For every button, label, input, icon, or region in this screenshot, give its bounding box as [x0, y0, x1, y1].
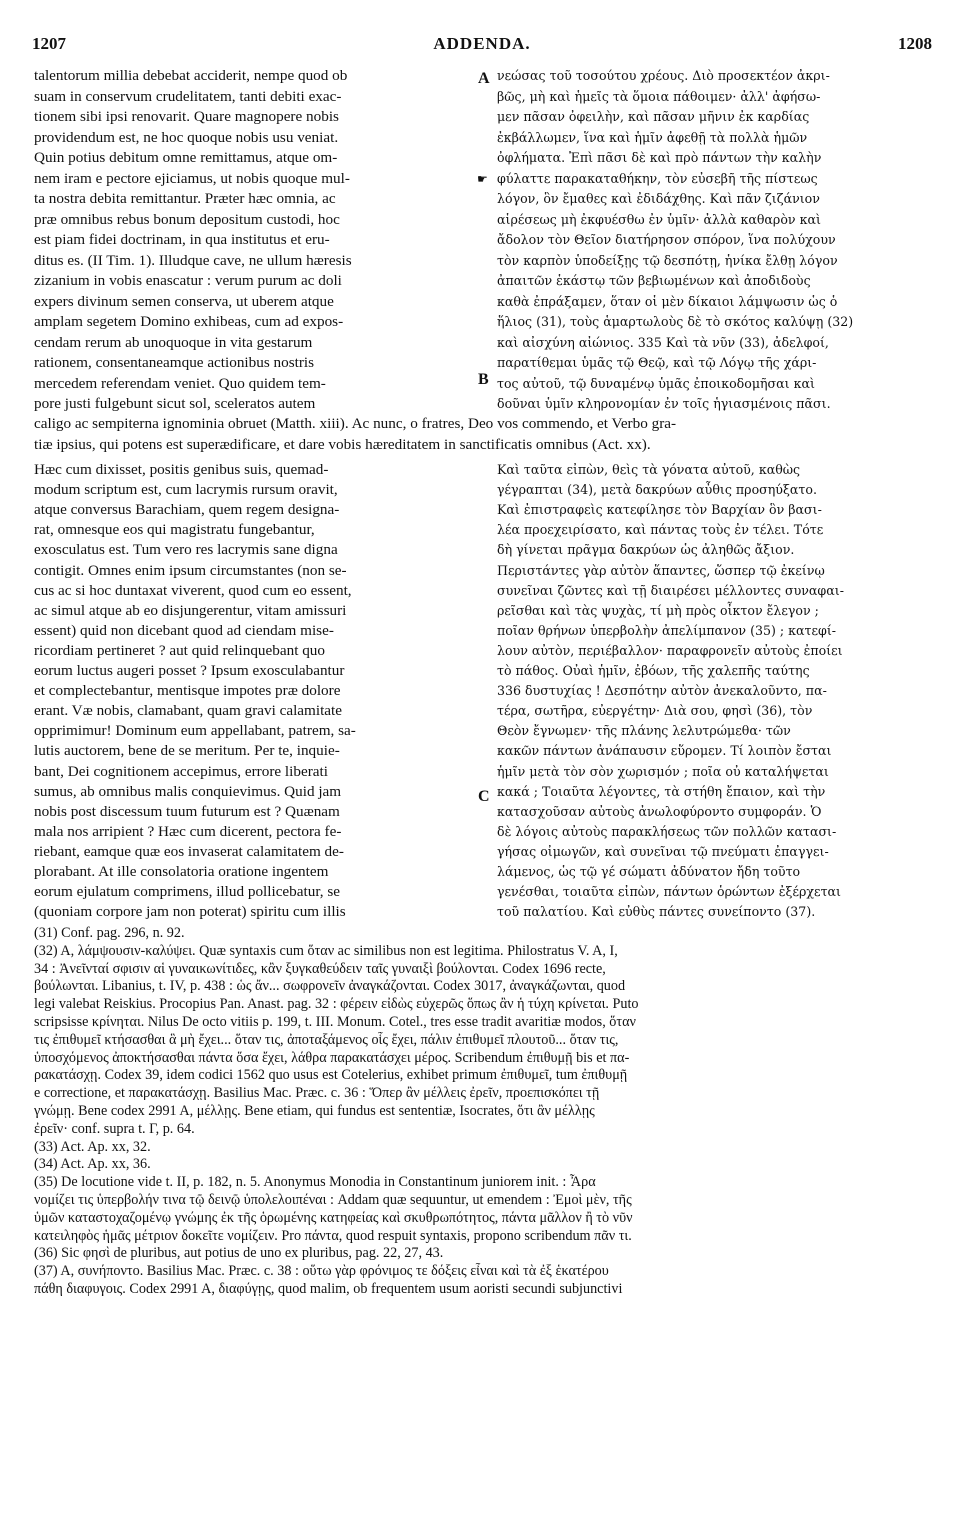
latin-text-line: suam in conservum crudelitatem, tanti debiti exac- [34, 87, 342, 105]
footnote-line: πάθη διαφυγοις. Codex 2991 A, διαφύγῃς, quod malim, ob frequentem usum aoristi secundi subjunctivi [34, 1281, 623, 1297]
latin-text-line: pore justi fulgebunt sicut sol, sceleratos autem [34, 395, 316, 412]
greek-text-line: αἱρέσεως μὴ ἐκφυέσθω ἐν ὑμῖν· ἀλλὰ καθαρὸν καὶ [497, 211, 821, 227]
footnote-line: e correctione, et παρακατάσχῃ. Basilius Mac. Præc. c. 36 : Ὅπερ ἂν μέλλεις ἐρεῖν, προεπισκόπει τῇ [34, 1085, 600, 1102]
latin-text-line: est piam fidei doctrinam, in qua institutus et eru- [34, 231, 330, 248]
latin-text-line: rat, omnesque eos qui magistratu fungebantur, [34, 521, 315, 539]
greek-text-line: 336 δυστυχίας ! Δεσπότην αὐτὸν ἀνεκαλοῦντο, πα- [497, 683, 827, 699]
greek-text-line: τος αὐτοῦ, τῷ δυναμένῳ ὑμᾶς ἐποικοδομῆσαι καὶ [497, 375, 815, 391]
latin-text-line: opprimimur! Dominum eum appellabant, patrem, sa- [34, 722, 356, 740]
margin-marker-b: B [478, 371, 489, 388]
footnote-line: ὑμῶν καταστοχαζομένῳ γνώμης ἐκ τῆς ὁρωμένης κατηφείας καὶ σκυθρωπότητος, πάντα μᾶλλον ἢ τὸ νῦν [34, 1209, 633, 1226]
latin-text-line: eorum luctus augeri posset ? Ipsum exosculabantur [34, 662, 345, 679]
greek-text-line: κατασχοῦσαν αὐτοὺς ἀνωλοφύροντο συμφοράν. Ὁ [497, 803, 822, 819]
greek-text-line: τὸ πάθος. Οὐαὶ ἡμῖν, ἐβόων, τῆς χαλεπῆς ταύτης [497, 663, 810, 678]
latin-text-line: mercedem referendam veniet. Quo quidem tem- [34, 374, 326, 392]
latin-text-line: tionem sibi ipsi renovarit. Quare magnopere nobis [34, 108, 339, 125]
greek-text-line: λόγον, ὃν ἔμαθες καὶ ἐδιδάχθης. Καὶ πᾶν ζιζάνιον [497, 191, 820, 206]
latin-text-line: præ omnibus rebus bonum depositum custodi, hoc [34, 210, 340, 228]
greek-text-line: ἀπαιτῶν ἑκάστῳ τῶν βεβιωμένων καὶ ἀποδιδοὺς [497, 273, 811, 288]
greek-text-line: ποῖαν θρήνων ὑπερβολὴν ἀπελίμπανον (35) ; κατεφί- [497, 622, 837, 638]
footnote-line: κατειληφὸς ἡμᾶς μέτριον δοκεῖτε νομίζειν. Pro πάντα, quod respuit syntaxis, propono scribendum πᾶν τι. [34, 1227, 632, 1244]
latin-text-line: nobis post discessum tuum futurum est ? Quænam [34, 802, 340, 820]
greek-text-line: ἥλιος (31), τοὺς ἁμαρτωλοὺς δὲ τὸ σκότος καλύψῃ (32) [497, 314, 854, 329]
greek-text-line: λέα προεχειρίσατο, καὶ πάντας τοὺς ἐν τέλει. Τότε [497, 522, 824, 538]
greek-text-line: δοῦναι ὑμῖν κληρονομίαν ἐν τοῖς ἡγιασμένοις πᾶσι. [497, 396, 831, 411]
footnote-line: ἐρεῖν· conf. supra t. Γ, p. 64. [34, 1120, 195, 1137]
latin-text-line: contigit. Omnes enim ipsum circumstantes (non se- [34, 561, 347, 579]
latin-text-line: mala nos arripient ? Hæc cum dicerent, pectora fe- [34, 822, 342, 840]
latin-text-line: (quoniam corpore jam non poterat) spiritu cum illis [34, 903, 346, 921]
greek-text-line: λάμενος, ὡς τῷ γέ σώματι ἀδύνατον ἤδη τοῦτο [497, 864, 801, 879]
greek-text-line: βῶς, μὴ καὶ ἡμεῖς τὰ ὅμοια πάθοιμεν· ἀλλ' ἀφήσω- [497, 88, 821, 104]
latin-text-line: riebant, eamque quæ eos invaserat calamitatem de- [34, 842, 344, 860]
greek-text-line: τὸν καρπὸν ὑποδείξῃς τῷ δεσπότῃ, ἡνίκα ἔλθῃ λόγον [497, 252, 838, 268]
footnote-line: βούλωνται. Libanius, t. IV, p. 438 : ὡς ἄν... σωφρονεῖν ἀναγκάζονται. Codex 3017, ἀναγκάζωνται, quod [34, 978, 626, 995]
greek-text-line: γήσας οἰμωγῶν, καὶ συνεῖναι τῷ πνεύματι ἐπαγγει- [497, 843, 829, 859]
greek-text-line: καθὰ ἐπράξαμεν, ὅταν οἱ μὲν δίκαιοι λάμψωσιν ὡς ὁ [497, 293, 838, 309]
footnote-line: 34 : Ἀνεῖνταί σφισιν αἱ γυναικωνίτιδες, κἂν ξυγκαθεύδειν ταῖς γυναιξὶ βούλονται. Codex 1696 recte, [34, 960, 606, 977]
margin-marker-a: A [478, 70, 490, 87]
latin-text-line: lutis auctorem, bene de se meritum. Per te, inquie- [34, 742, 340, 760]
greek-text-line: κακά ; Τοιαῦτα λέγοντες, τὰ στήθη ἔπαιον, καὶ τὴν [497, 783, 826, 799]
greek-text-line: ἄδολον τὸν Θεῖον διατήρησον σπόρον, ἵνα πολύχουν [497, 232, 836, 247]
greek-text-line: μεν πᾶσαν ὀφειλὴν, καὶ πᾶσαν μῆνιν ἐκ καρδίας [497, 109, 810, 124]
greek-text-line: φύλαττε παρακαταθήκην, τὸν εὐσεβῆ τῆς πίστεως [497, 170, 818, 186]
latin-text-line: et complectebantur, mentisque impotes præ dolore [34, 682, 341, 700]
latin-text-line: ditus es. (II Tim. 1). Illudque cave, ne ullum hæresis [34, 251, 352, 269]
latin-text-line: erant. Væ nobis, clamabant, quam gravi calamitate [34, 702, 343, 720]
latin-text-line: modum scriptum est, cum lacrymis rursum oravit, [34, 481, 338, 499]
greek-text-line: ἡμῖν μετὰ τὸν σὸν χωρισμόν ; ποῖα οὐ καταλήψεται [497, 763, 829, 779]
latin-text-line: cendam rerum ab unoquoque in vita gestarum [34, 333, 313, 351]
full-width-text-line: caligo ac sempiterna ignominia obruet (Matth. xiii). Ac nunc, o fratres, Deo vos commendo, et Verbo gra- [34, 415, 677, 432]
greek-text-line: ὀφλήματα. Ἐπὶ πᾶσι δὲ καὶ πρὸ πάντων τὴν καλὴν [497, 150, 822, 165]
latin-text-line: ac simul atque ab eo disjungerentur, vitam amissuri [34, 601, 347, 619]
latin-text-line: providendum est, ne hoc quoque nobis usu veniat. [34, 128, 339, 146]
greek-text-line: τοῦ παλατίου. Καὶ εὐθὺς πάντες συνείποντο (37). [497, 904, 816, 920]
page-number-left: 1207 [32, 34, 66, 53]
footnote-line: scripsisse κρίνηται. Nilus De octo vitiis p. 199, t. III. Monum. Cotel., tres esse tradit avaritiæ modos, ὅταν [34, 1014, 636, 1030]
greek-text-line: καὶ αἰσχύνη αἰώνιος. 335 Καὶ τὰ νῦν (33), ἀδελφοί, [497, 334, 829, 350]
latin-text-line: Quin potius debitum omne remittamus, atque om- [34, 149, 338, 166]
latin-text-line: eorum ejulatum comprimens, illud pollicebatur, se [34, 883, 341, 901]
latin-text-line: exosculatus est. Tum vero res lacrymis sane digna [34, 541, 338, 559]
greek-text-line: συνεῖναι ζῶντες καὶ τῇ διαιρέσει μέλλοντες συναφαι- [497, 582, 844, 598]
full-width-text-line: tiæ ipsius, qui potens est superædificare, et dare vobis hæreditatem in sanctificatis omnibus (Act. xx). [34, 435, 651, 453]
footnote-line: (35) De locutione vide t. II, p. 182, n. 5. Anonymus Monodia in Constantinum juniorem init. : Ἆρα [34, 1174, 596, 1191]
latin-text-line: bant, Dei cognitionem accepimus, errore liberati [34, 762, 328, 780]
latin-text-line: amplam segetem Domino exhibeas, cum ad expos- [34, 313, 344, 330]
greek-text-line: γέγραπται (34), μετὰ δακρύων αὖθις προσηύξατο. [497, 482, 817, 498]
latin-text-line: talentorum millia debebat acciderit, nempe quod ob [34, 67, 348, 84]
latin-text-line: plorabant. At ille consolatoria oratione ingentem [34, 863, 329, 880]
footnote-line: ρακατάσχῃ. Codex 39, idem codici 1562 quo usus est Cotelerius, exhibet primum ἐπιθυμεῖ, tum ἐπιθυμῇ [34, 1067, 628, 1084]
latin-text-line: ta nostra debita remittantur. Præter hæc omnia, ac [34, 190, 336, 207]
running-title: ADDENDA. [433, 34, 531, 53]
greek-text-line: Θεὸν ἔγνωμεν· τῆς πλάνης λελυτρώμεθα· τῶν [497, 723, 791, 739]
greek-text-line: Καὶ ἐπιστραφεὶς κατεφίλησε τὸν Βαρχίαν ὃν βασι- [497, 502, 822, 518]
page-header [32, 34, 932, 56]
latin-text-line: cus ac si hoc duntaxat viverent, quod cum eo essent, [34, 581, 352, 599]
greek-text-line: νεώσας τοῦ τοσούτου χρέους. Διὸ προσεκτέον ἀκρι- [497, 68, 830, 83]
latin-text-line: zizanium in vobis enascatur : verum purum ac doli [34, 272, 342, 289]
greek-text-line: τέρα, σωτῆρα, εὐεργέτην· Διὰ σου, φησὶ (36), τὸν [497, 703, 813, 719]
greek-text-line: κακῶν πάντων ἀνάπαυσιν εὕρομεν. Τί λοιπὸν ἔσται [497, 743, 832, 759]
footnote-line: ὑποσχόμενος ἀποκτήσασθαι πάντα ὅσα ἔχει, λάθρα παρακατάσχει μέρος. Scribendum ἐπιθυμῇ bis et πα- [34, 1049, 630, 1066]
latin-text-line: rationem, consentaneamque actionibus nostris [34, 354, 315, 371]
footnote-line: legi valebat Reiskius. Procopius Pan. Anast. pag. 32 : φέρειν εἰδὼς εὐχερῶς ὅπως ἂν ἡ τύχη κρίνεται. Puto [34, 996, 639, 1013]
latin-text-line: atque conversus Barachiam, quem regem designa- [34, 501, 340, 519]
greek-text-line: Καὶ ταῦτα εἰπὼν, θεὶς τὰ γόνατα αὐτοῦ, καθὼς [497, 462, 801, 477]
greek-text-line: ρεῖσθαι καὶ τὰς ψυχὰς, τί μὴ πρὸς οἶκτον ἔλεγον ; [497, 602, 819, 618]
latin-text-line: ricordiam pertineret ? aut quid relinquebant quo [34, 641, 325, 659]
page-number-right: 1208 [898, 34, 932, 53]
greek-text-line: λουν αὐτὸν, περιέβαλλον· παραφρονεῖν αὐτοὺς ἐποίει [497, 642, 843, 658]
footnote-line: (33) Act. Ap. xx, 32. [34, 1138, 151, 1155]
latin-text-line: sumus, ab omnibus malis conquievimus. Quid jam [34, 782, 342, 800]
footnote-line: (34) Act. Ap. xx, 36. [34, 1156, 151, 1173]
footnote-line: (31) Conf. pag. 296, n. 92. [34, 925, 185, 941]
footnote-line: γνώμῃ. Bene codex 2991 A, μέλλῃς. Bene etiam, qui fundus est sententiæ, Isocrates, ὅτι ἂν μέλλῃς [34, 1103, 595, 1119]
pointer-hand-icon: ☛ [477, 172, 488, 186]
footnote-line: νομίζει τις ὑπερβολήν τινα τῷ δεινῷ ὑπολελοιπέναι : Addam quæ sequuntur, ut emendem : Ἐμοὶ μὲν, τῆς [34, 1192, 632, 1208]
latin-text-line: Hæc cum dixisset, positis genibus suis, quemad- [34, 461, 329, 478]
greek-text-line: Περιστάντες γὰρ αὐτὸν ἅπαντες, ὥσπερ τῷ ἐκείνῳ [497, 562, 825, 578]
latin-text-line: nem iram e pectore ejiciamus, ut nobis quoque mul- [34, 169, 350, 187]
footnote-line: (37) A, συνήποντο. Basilius Mac. Præc. c. 38 : οὕτω γὰρ φρόνιμος τε δόξεις εἶναι καὶ τὰ ἐξ ἑκατέρου [34, 1263, 609, 1280]
greek-text-line: γενέσθαι, τοιαῦτα εἰπὼν, πάντων ὁρώντων ἐξέρχεται [497, 884, 841, 900]
greek-text-line: ἐκβάλλωμεν, ἵνα καὶ ἡμῖν ἀφεθῇ τὰ πολλὰ ἡμῶν [497, 129, 808, 145]
latin-text-line: essent) quid non dicebant quod ad ciendam mise- [34, 621, 334, 639]
greek-text-line: δὴ γίνεται πρᾶγμα δακρύων ὡς ἀληθῶς ἄξιον. [497, 542, 795, 558]
greek-text-line: δὲ λόγοις αὐτοὺς παρακλήσεως τῶν πολλῶν κατασι- [497, 823, 837, 839]
margin-marker-c: C [478, 788, 490, 805]
footnote-line: (32) A, λάμψουσιν-καλύψει. Quæ syntaxis cum ὅταν ac similibus non est legitima. Philostratus V. A, I, [34, 942, 618, 959]
latin-text-line: expers divinum semen conserva, ut uberem atque [34, 292, 334, 310]
footnote-line: (36) Sic φησὶ de pluribus, aut potius de uno ex pluribus, pag. 22, 27, 43. [34, 1245, 444, 1262]
footnote-line: τις ἐπιθυμεῖ κτήσασθαι ἃ μὴ ἔχει... ὅταν τις, ἀποταξάμενος οἷς ἔχει, πάλιν ἐπιθυμεῖ πλουτοῦ... ὅταν τις, [34, 1031, 619, 1048]
greek-text-line: παρατίθεμαι ὑμᾶς τῷ Θεῷ, καὶ τῷ Λόγῳ τῆς χάρι- [497, 355, 817, 370]
